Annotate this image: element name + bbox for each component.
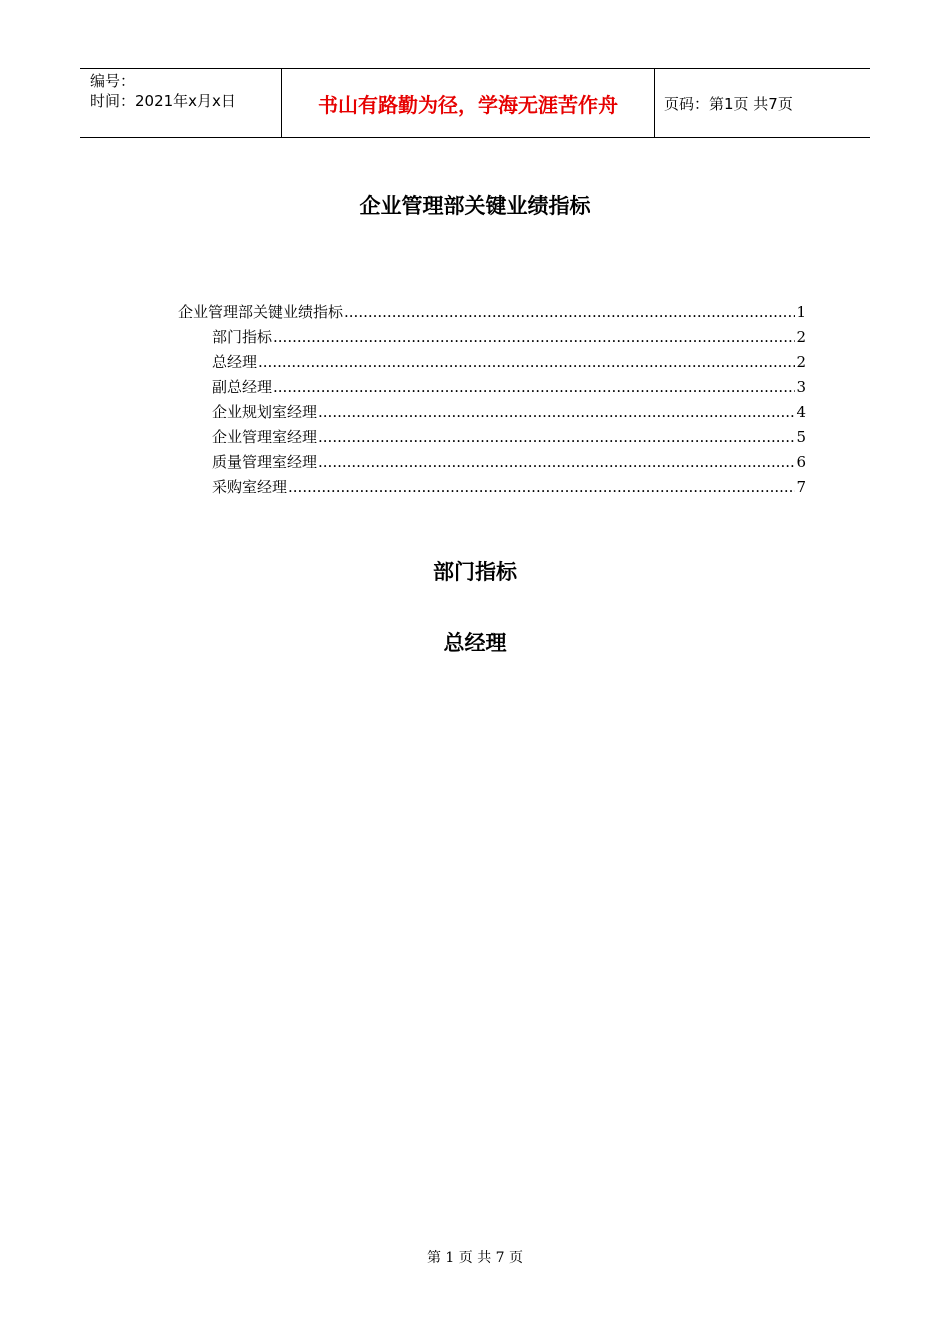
- table-of-contents: [178, 300, 806, 500]
- toc-entry[interactable]: [178, 350, 806, 375]
- page-footer: 第 1 页 共 7 页: [426, 1250, 524, 1266]
- toc-entry-page: 7: [796, 478, 806, 496]
- toc-entry-page: 3: [796, 378, 806, 396]
- toc-entry[interactable]: [178, 450, 806, 475]
- document-time-label: 时间：2021年x月x日: [90, 92, 236, 110]
- header-meta: [80, 69, 281, 137]
- section-heading-general-manager: 总经理: [443, 631, 507, 655]
- toc-entry[interactable]: [178, 300, 806, 325]
- header-motto: 书山有路勤为径，学海无涯苦作舟: [281, 69, 655, 137]
- toc-entry-label: 质量管理室经理: [212, 453, 318, 471]
- toc-entry[interactable]: [178, 400, 806, 425]
- toc-leader-dots: [288, 475, 795, 500]
- toc-entry[interactable]: [178, 375, 806, 400]
- toc-entry-page: 2: [796, 328, 806, 346]
- toc-entry-page: 6: [796, 453, 806, 471]
- toc-entry-page: 1: [796, 303, 806, 321]
- toc-entry-label: 部门指标: [212, 328, 273, 346]
- toc-entry-label: 企业管理部关键业绩指标: [178, 303, 344, 321]
- toc-leader-dots: [318, 450, 795, 475]
- toc-entry-label: 采购室经理: [212, 478, 288, 496]
- toc-entry-page: 2: [796, 353, 806, 371]
- toc-entry[interactable]: [178, 325, 806, 350]
- header-page-info: 页码：第1页 共7页: [664, 94, 793, 113]
- toc-leader-dots: [318, 425, 795, 450]
- toc-entry-label: 总经理: [212, 353, 258, 371]
- toc-entry-page: 5: [796, 428, 806, 446]
- document-number-label: 编号：: [90, 72, 136, 90]
- toc-leader-dots: [344, 300, 795, 325]
- toc-leader-dots: [273, 325, 795, 350]
- toc-leader-dots: [318, 400, 795, 425]
- toc-entry-label: 企业管理室经理: [212, 428, 318, 446]
- toc-entry-page: 4: [796, 403, 806, 421]
- document-title: 企业管理部关键业绩指标: [359, 194, 591, 218]
- page-header: [80, 68, 870, 138]
- toc-leader-dots: [258, 350, 795, 375]
- toc-entry-label: 企业规划室经理: [212, 403, 318, 421]
- toc-entry-label: 副总经理: [212, 378, 273, 396]
- toc-entry[interactable]: [178, 475, 806, 500]
- toc-leader-dots: [273, 375, 795, 400]
- toc-entry[interactable]: [178, 425, 806, 450]
- section-heading-department: 部门指标: [433, 560, 517, 584]
